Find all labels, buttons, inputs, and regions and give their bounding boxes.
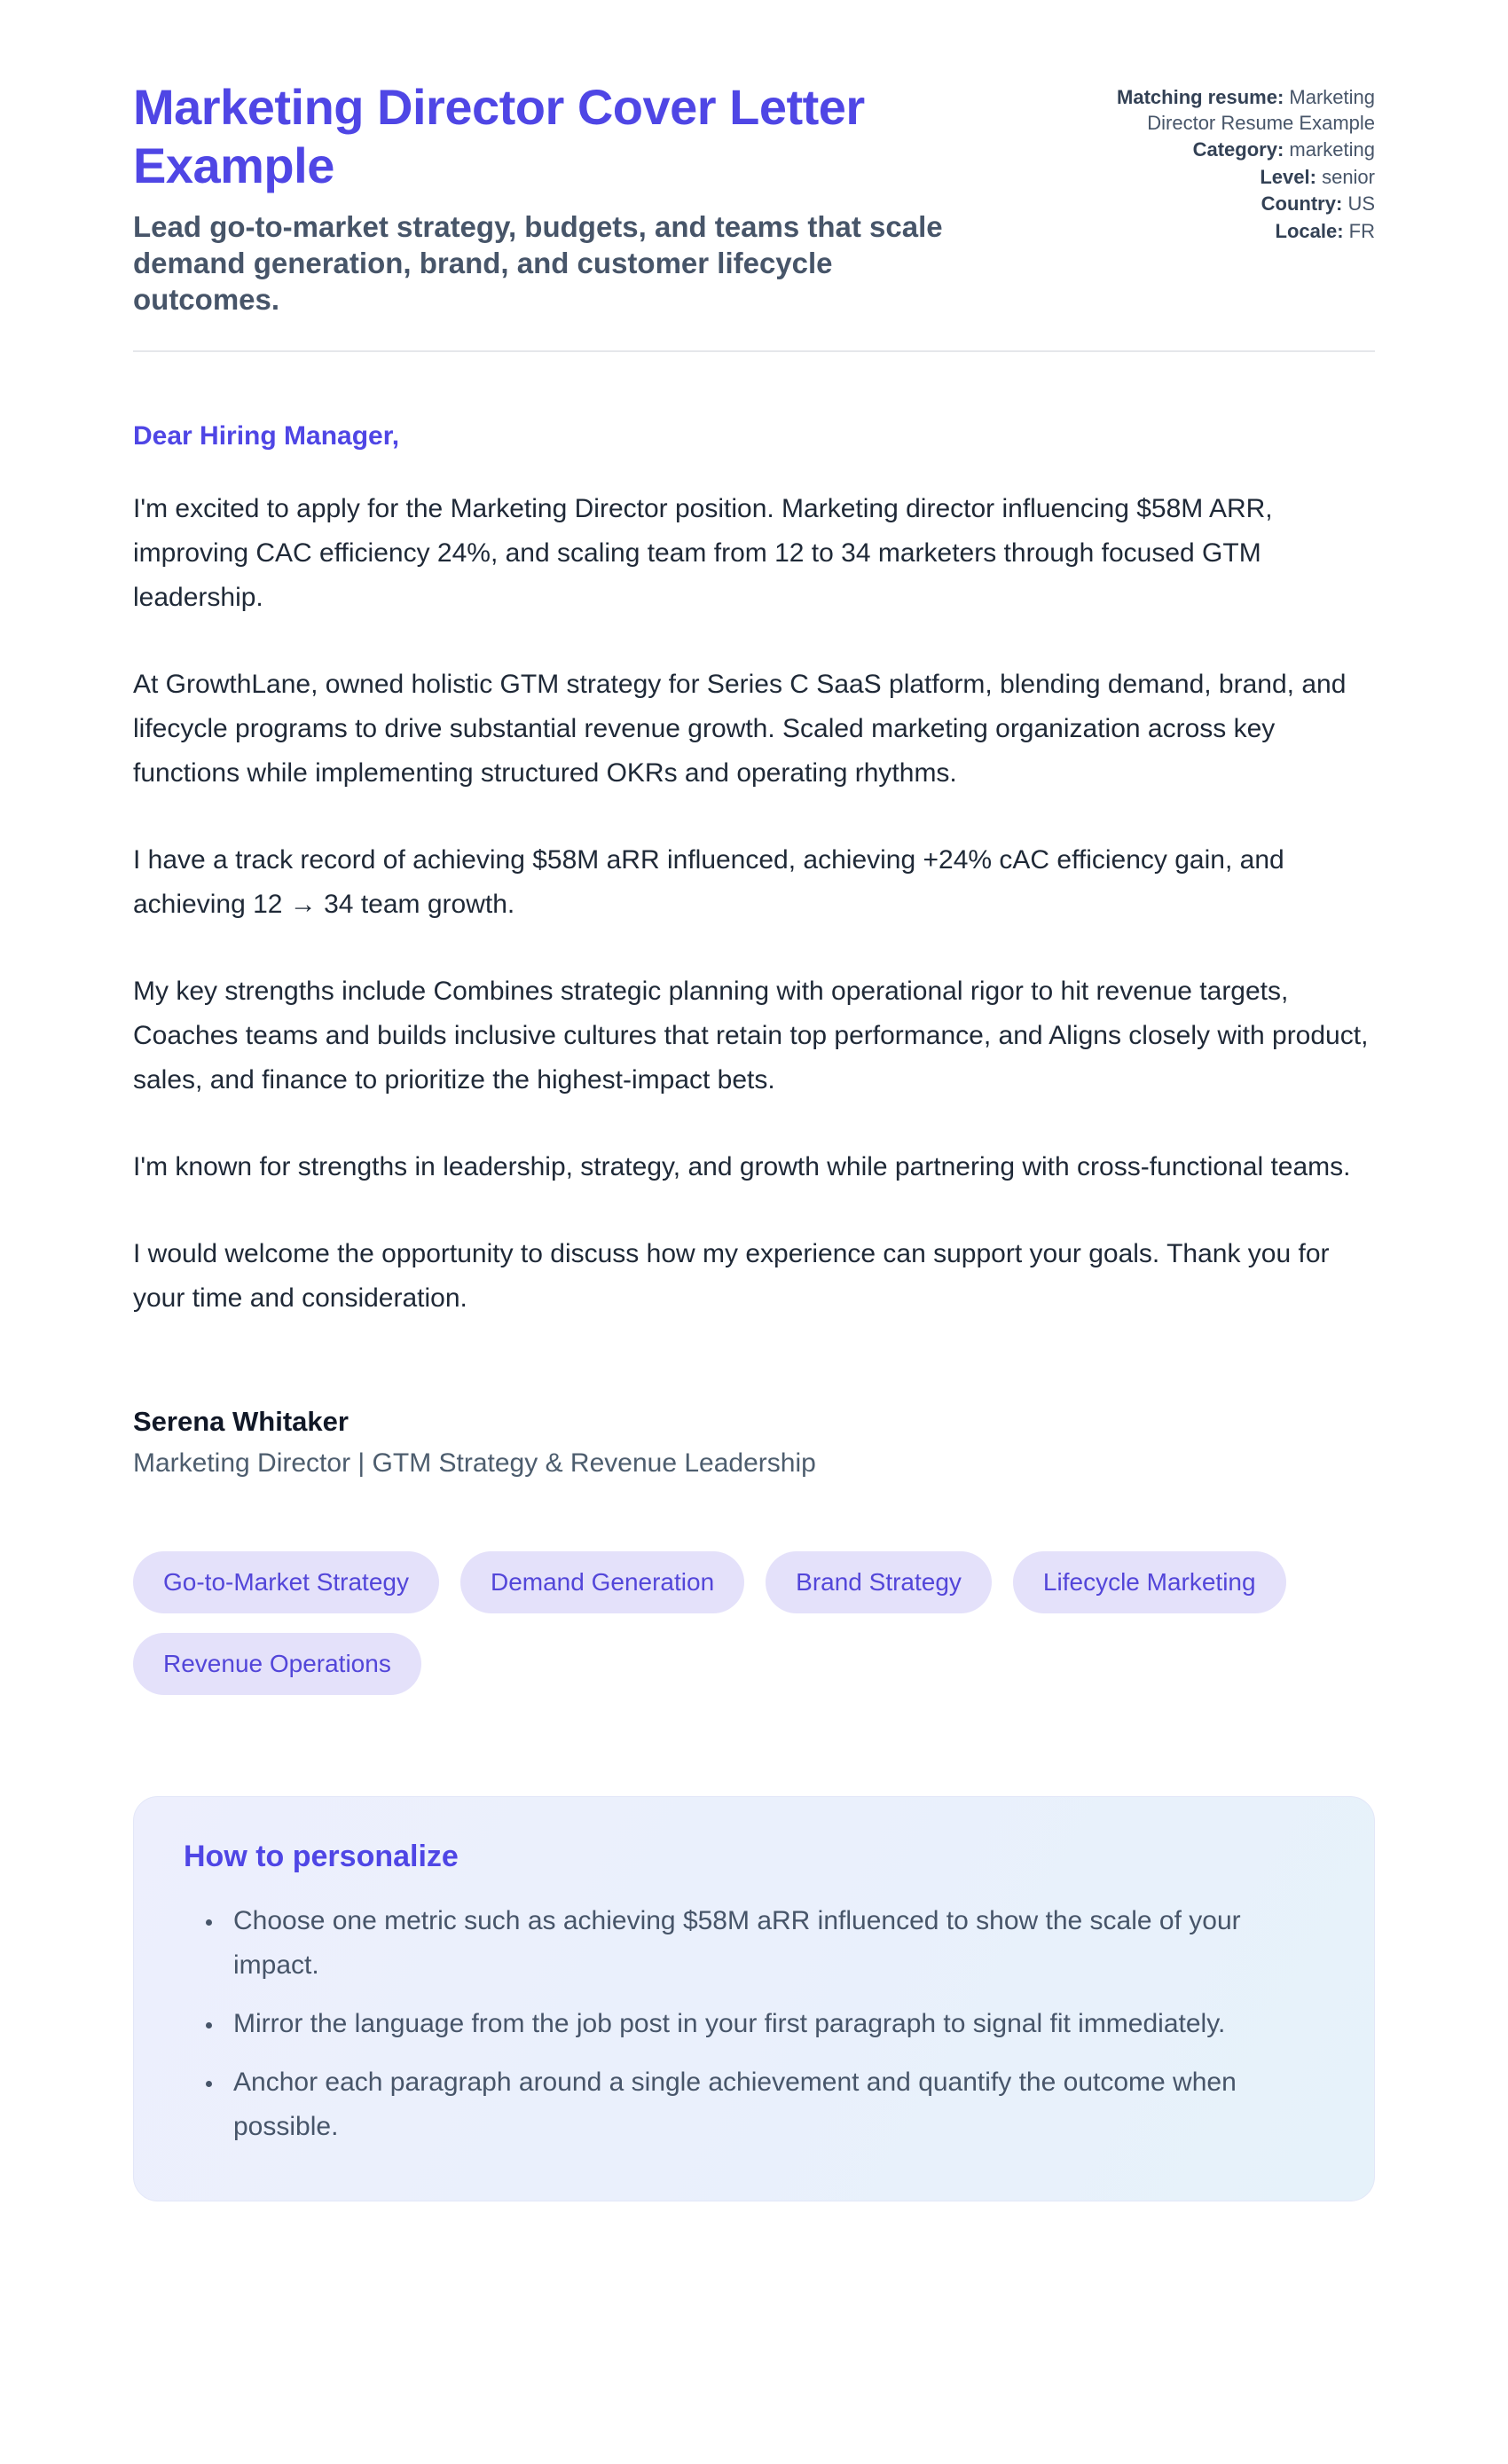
meta-label: Category: — [1192, 138, 1284, 161]
tip-item: • Anchor each paragraph around a single achievement and quantify the outcome when possible. — [224, 2060, 1324, 2149]
meta-row-matching-resume — [1069, 85, 1375, 136]
letter-paragraph: I'm known for strengths in leadership, strategy, and growth while partnering with cross-functional teams. — [133, 1151, 1351, 1181]
tip-item: • Choose one metric such as achieving $58M aRR influenced to show the scale of your impact. — [224, 1899, 1324, 1988]
meta-value: US — [1347, 192, 1375, 216]
header-text — [133, 78, 1038, 318]
tip-item: • Mirror the language from the job post in your first paragraph to signal fit immediately. — [224, 2002, 1324, 2046]
signature-name: Serena Whitaker — [133, 1405, 349, 1437]
header-divider — [133, 350, 1375, 352]
page-subtitle: Lead go-to-market strategy, budgets, and teams that scale demand generation, brand, and customer lifecycle outcomes. — [133, 210, 943, 316]
page-header — [133, 78, 1375, 318]
letter-paragraph: At GrowthLane, owned holistic GTM strategy for Series C SaaS platform, blending demand, brand, and lifecycle programs to drive substantial revenue growth. Scaled marketing organization across key functions while implementing structured OKRs and operating rhythms. — [133, 669, 1347, 788]
tag-pill-lifecycle-marketing: Lifecycle Marketing — [1013, 1551, 1286, 1613]
meta-row-level — [1069, 165, 1375, 191]
meta-row-locale — [1069, 219, 1375, 245]
meta-value: FR — [1348, 219, 1375, 242]
meta-value: Marketing Director Resume Example — [1147, 86, 1375, 134]
letter-paragraph: I would welcome the opportunity to discuss how my experience can support your goals. Thank you for your time and consideration. — [133, 1238, 1330, 1313]
meta-row-category — [1069, 137, 1375, 163]
personalize-heading: How to personalize — [184, 1839, 459, 1873]
signature-title: Marketing Director | GTM Strategy & Revenue Leadership — [133, 1448, 816, 1478]
meta-label: Level: — [1260, 165, 1316, 188]
meta-row-country — [1069, 192, 1375, 217]
page-title: Marketing Director Cover Letter Example — [133, 79, 865, 194]
tag-pill-demand-generation: Demand Generation — [460, 1551, 744, 1613]
resume-meta — [1069, 85, 1375, 247]
personalize-callout — [133, 1796, 1375, 2201]
meta-label: Matching resume: — [1117, 86, 1284, 108]
letter-paragraph: I'm excited to apply for the Marketing Director position. Marketing director influencing $58M ARR, improving CAC efficiency 24%, and scaling team from 12 to 34 marketers through focused GTM leadership. — [133, 493, 1273, 612]
letter-paragraph: I have a track record of achieving $58M aRR influenced, achieving +24% cAC efficiency gain, and achieving 12 → 34 team growth. — [133, 844, 1284, 919]
letter-body — [133, 421, 1375, 1479]
meta-label: Country: — [1261, 192, 1343, 216]
meta-value: marketing — [1289, 138, 1375, 161]
meta-label: Locale: — [1275, 219, 1344, 242]
tag-pill-go-to-market-strategy: Go-to-Market Strategy — [133, 1551, 439, 1613]
tag-pill-brand-strategy: Brand Strategy — [766, 1551, 992, 1613]
greeting: Dear Hiring Manager, — [133, 420, 400, 451]
letter-paragraph: My key strengths include Combines strategic planning with operational rigor to hit revenue targets, Coaches teams and builds inclusive cultures that retain top performance, and Aligns closely with product, sales, and finance to prioritize the highest-impact bets. — [133, 976, 1369, 1095]
personalize-tip-list — [184, 1899, 1324, 2149]
tag-pill-revenue-operations: Revenue Operations — [133, 1633, 421, 1695]
meta-value: senior — [1322, 165, 1375, 188]
tag-list — [133, 1551, 1375, 1695]
